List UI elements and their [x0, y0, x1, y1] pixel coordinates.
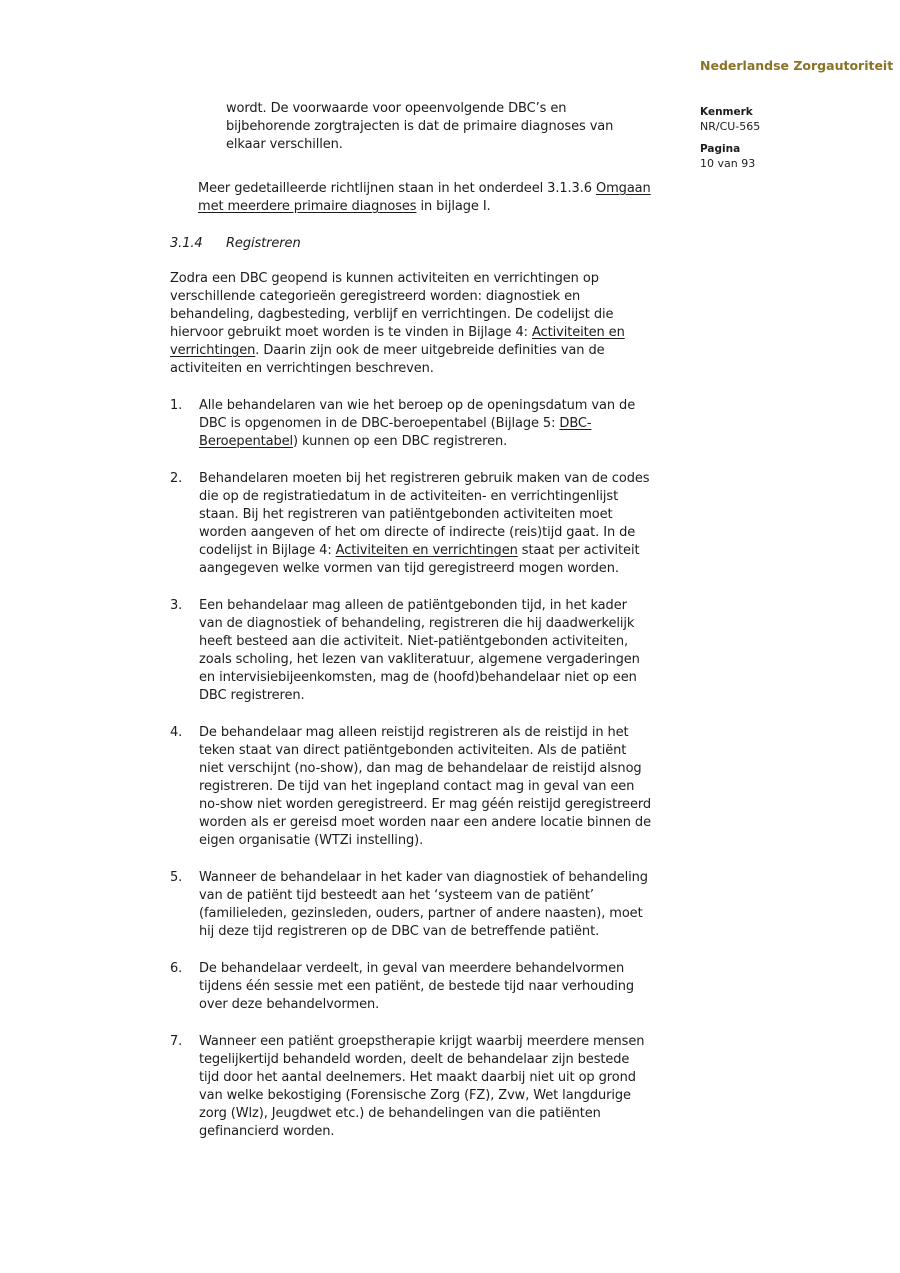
list-item-text	[199, 397, 652, 451]
text-run: staat per activiteit aangegeven welke vormen van tijd geregistreerd mogen worden.	[199, 543, 640, 576]
document-reference-link[interactable]: Omgaan met meerdere primaire diagnoses	[198, 181, 651, 214]
list-item	[170, 724, 652, 850]
list-item-number: 7.	[170, 1034, 183, 1049]
text-run: Wanneer de behandelaar in het kader van diagnostiek of behandeling van de patiënt tijd besteedt aan het ‘systeem van de patiënt’ (familieleden, gezinsleden, ouders, partner of andere naasten), moet hij deze tijd registreren op de DBC van de betreffende patiënt.	[199, 870, 648, 939]
pagina-value: 10 van 93	[700, 157, 756, 170]
list-item	[170, 470, 652, 578]
kenmerk-label: Kenmerk	[700, 106, 753, 118]
list-item-text	[199, 960, 652, 1014]
list-item-text	[199, 724, 652, 850]
pagina-label: Pagina	[700, 143, 741, 155]
kenmerk-value: NR/CU-565	[700, 120, 761, 133]
document-reference-link[interactable]: DBC-Beroepentabel	[199, 416, 592, 449]
section-number: 3.1.4	[170, 236, 203, 251]
paragraph-lead	[170, 270, 652, 378]
list-item-text	[199, 1033, 652, 1141]
list-item-number: 1.	[170, 398, 183, 413]
text-run: De behandelaar verdeelt, in geval van meerdere behandelvormen tijdens één sessie met een patiënt, de bestede tijd naar verhouding over deze behandelvormen.	[199, 961, 635, 1012]
list-item-number: 3.	[170, 598, 183, 613]
text-run: Meer gedetailleerde richtlijnen staan in het onderdeel 3.1.3.6	[198, 181, 596, 196]
text-run: in bijlage I.	[416, 199, 491, 214]
text-run: ) kunnen op een DBC registreren.	[293, 434, 508, 449]
list-item-text	[199, 869, 652, 941]
text-run: Zodra een DBC geopend is kunnen activiteiten en verrichtingen op verschillende categorieën geregistreerd worden: diagnostiek en behandeling, dagbesteding, verblijf en verrichtingen. De codelijst die hiervoor gebruikt moet worden is te vinden in Bijlage 4:	[170, 271, 614, 340]
text-run: Wanneer een patiënt groepstherapie krijgt waarbij meerdere mensen tegelijkertijd behandeld worden, deelt de behandelaar zijn bestede tijd door het aantal deelnemers. Het maakt daarbij niet uit op grond van welke bekostiging (Forensische Zorg (FZ), Zvw, Wet langdurige zorg (Wlz), Jeugdwet etc.) de behandelingen van die patiënten gefinancierd worden.	[199, 1034, 645, 1139]
body-text-column	[170, 100, 652, 1160]
list-item	[170, 597, 652, 705]
brand-wordmark: Nederlandse Zorgautoriteit	[700, 58, 894, 73]
section-heading	[170, 235, 652, 253]
list-item-text	[199, 597, 652, 705]
list-item	[170, 869, 652, 941]
paragraph-intro	[226, 100, 652, 154]
section-title: Registreren	[226, 236, 301, 251]
list-item-text	[199, 470, 652, 578]
sidebar-meta	[700, 106, 760, 180]
list-item	[170, 397, 652, 451]
document-reference-link[interactable]: Activiteiten en verrichtingen	[335, 543, 518, 558]
text-run: . Daarin zijn ook de meer uitgebreide definities van de activiteiten en verrichtingen beschreven.	[170, 343, 605, 376]
text-run: Een behandelaar mag alleen de patiëntgebonden tijd, in het kader van de diagnostiek of behandeling, registreren die hij daadwerkelijk heeft besteed aan die activiteit. Niet-patiëntgebonden activiteiten, zoals scholing, het lezen van vakliteratuur, algemene vergaderingen en intervisiebijeenkomsten, mag de (hoofd)behandelaar niet op een DBC registreren.	[199, 598, 640, 703]
text-run: Alle behandelaren van wie het beroep op de openingsdatum van de DBC is opgenomen in de DBC-beroepentabel (Bijlage 5:	[199, 398, 636, 431]
text-run: De behandelaar mag alleen reistijd registreren als de reistijd in het teken staat van direct patiëntgebonden activiteiten. Als de patiënt niet verschijnt (no-show), dan mag de behandelaar de reistijd alsnog registreren. De tijd van het ingepland contact mag in geval van een no-show niet worden geregistreerd. Er mag géén reistijd geregistreerd worden als er gereisd moet worden naar een andere locatie binnen de eigen organisatie (WTZi instelling).	[199, 725, 652, 848]
list-item-number: 2.	[170, 471, 183, 486]
document-reference-link[interactable]: Activiteiten en verrichtingen	[170, 325, 625, 358]
text-run: Behandelaren moeten bij het registreren gebruik maken van de codes die op de registratiedatum in de activiteiten- en verrichtingenlijst staan. Bij het registreren van patiëntgebonden activiteiten moet worden aangeven of het om directe of indirecte (reis)tijd gaat. In de codelijst in Bijlage 4:	[199, 471, 650, 558]
list-item	[170, 960, 652, 1014]
list-item-number: 6.	[170, 961, 183, 976]
list-item	[170, 1033, 652, 1141]
paragraph-guideline	[198, 180, 652, 216]
list-item-number: 5.	[170, 870, 183, 885]
list-item-number: 4.	[170, 725, 183, 740]
text-run: wordt. De voorwaarde voor opeenvolgende DBC’s en bijbehorende zorgtrajecten is dat de primaire diagnoses van elkaar verschillen.	[226, 101, 614, 152]
